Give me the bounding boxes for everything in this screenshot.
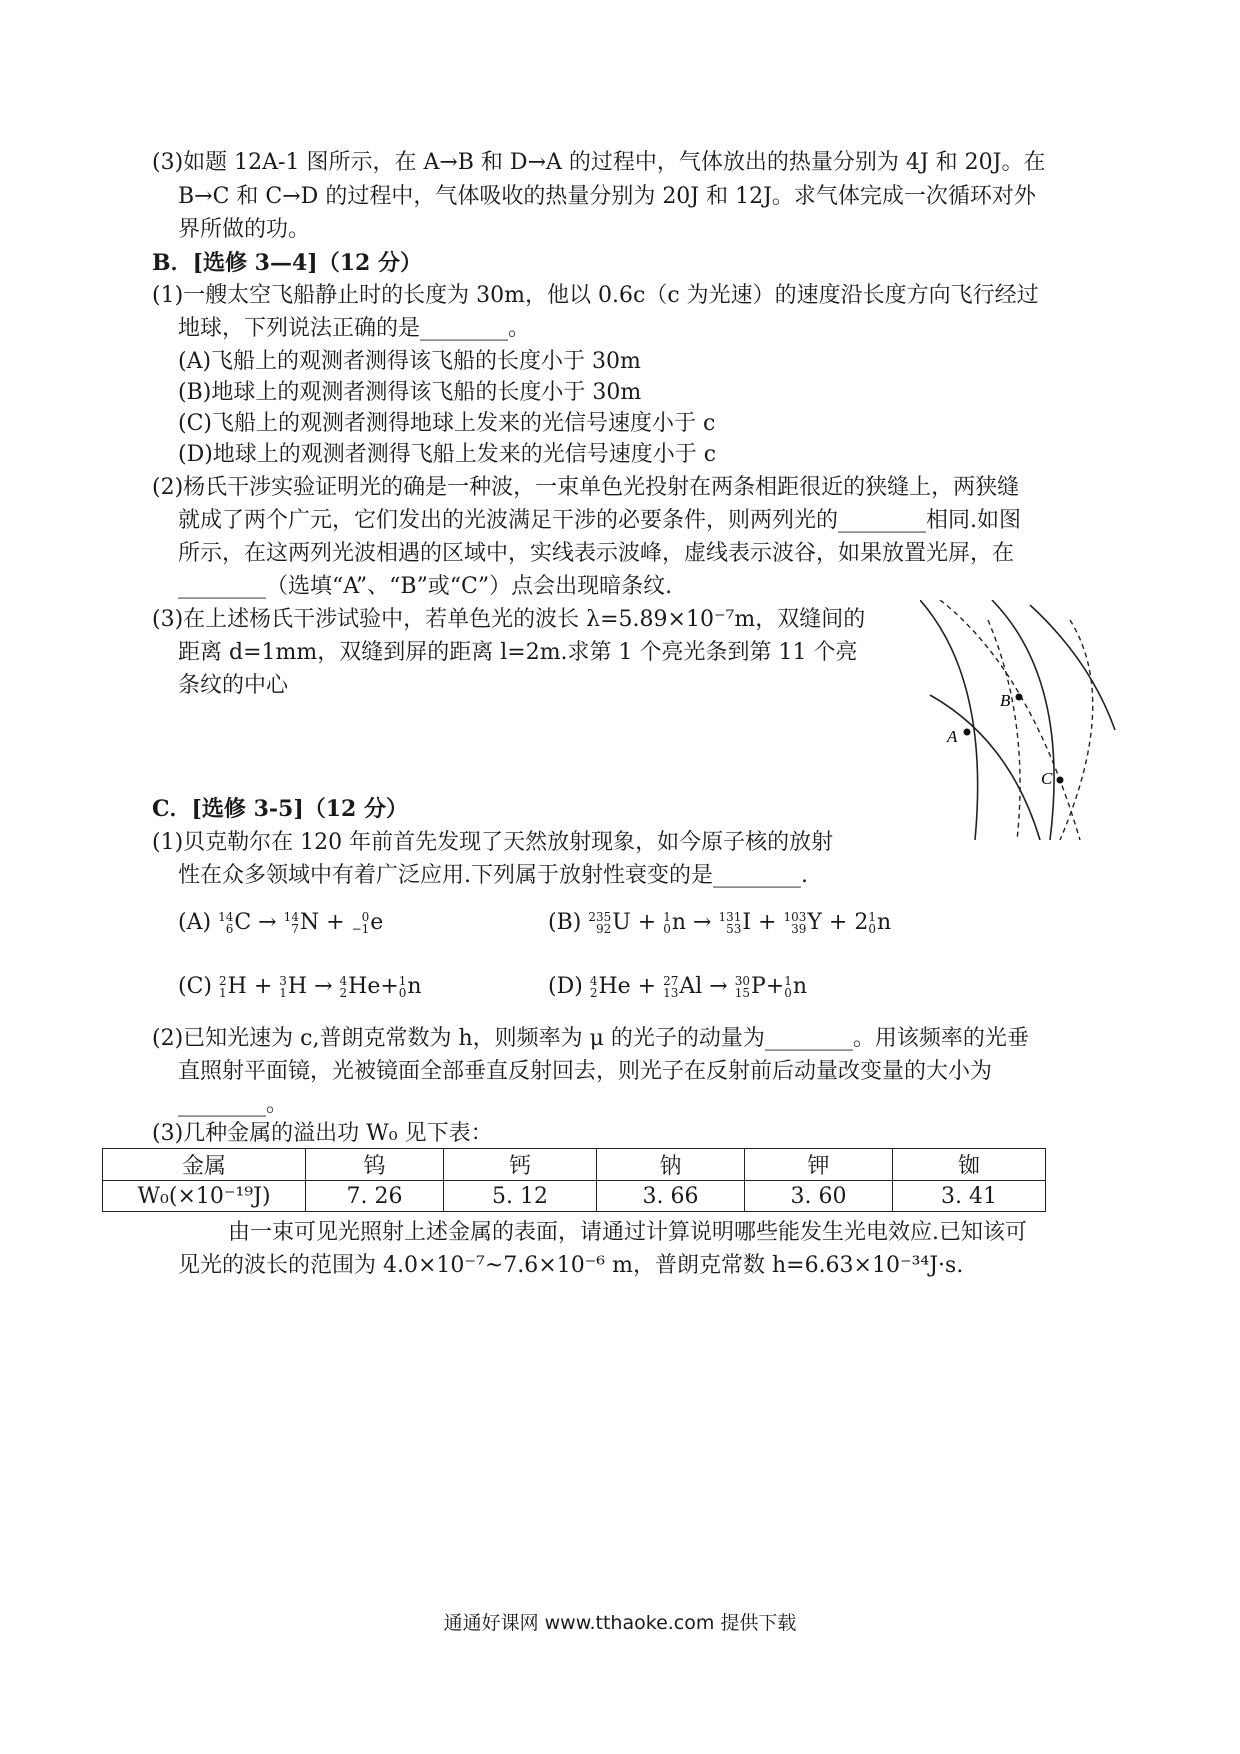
page-footer: 通通好课网 www.tthaoke.com 提供下载 bbox=[443, 1612, 797, 1634]
table-header-cell: 钙 bbox=[444, 1149, 597, 1181]
trough-line-3 bbox=[1060, 620, 1093, 840]
partB-heading: B．[选修 3—4]（12 分） bbox=[152, 250, 422, 276]
option-a-label: (A) bbox=[178, 910, 212, 935]
crest-line-3 bbox=[930, 695, 1040, 840]
partB-q3-line3: 条纹的中心 bbox=[178, 673, 289, 698]
partB-q2-line4: ________（选填“A”、“B”或“C”）点会出现暗条纹. bbox=[178, 574, 673, 599]
partB-q3-line2: 距离 d=1mm，双缝到屏的距离 l=2m.求第 1 个亮光条到第 11 个亮 bbox=[178, 640, 858, 665]
partC-q1-option-c: (C) 2 1 H + 3 1 H → 4 2 He+ 1 0 n bbox=[178, 974, 422, 1000]
table-cell: 3. 66 bbox=[597, 1181, 745, 1212]
partB-q1-option-d: (D)地球上的观测者测得飞船上发来的光信号速度小于 c bbox=[178, 442, 717, 467]
table-row bbox=[103, 1181, 1046, 1212]
option-c-label: (C) bbox=[178, 974, 212, 999]
partA-q3-line1: (3)如题 12A-1 图所示，在 A→B 和 D→A 的过程中，气体放出的热量分别为 4J 和 20J。在 bbox=[152, 150, 1046, 175]
table-header-cell: 钨 bbox=[306, 1149, 444, 1181]
partC-heading: C．[选修 3-5]（12 分） bbox=[152, 796, 409, 822]
table-header-cell: 钠 bbox=[597, 1149, 745, 1181]
partC-q3-line2: 由一束可见光照射上述金属的表面，请通过计算说明哪些能发生光电效应.已知该可 bbox=[228, 1220, 1027, 1245]
partC-q3-line3: 见光的波长的范围为 4.0×10⁻⁷~7.6×10⁻⁶ m，普朗克常数 h=6.63×10⁻³⁴J·s. bbox=[178, 1253, 964, 1278]
point-c bbox=[1057, 777, 1064, 784]
option-d-label: (D) bbox=[548, 974, 583, 999]
label-a: A bbox=[947, 727, 958, 746]
table-cell: 5. 12 bbox=[444, 1181, 597, 1212]
crest-line-1 bbox=[920, 600, 978, 840]
work-function-table bbox=[102, 1148, 1046, 1212]
table-cell: 7. 26 bbox=[306, 1181, 444, 1212]
partC-q2-line1: (2)已知光速为 c,普朗克常数为 h，则频率为 μ 的光子的动量为________。用该频率的光垂 bbox=[152, 1026, 1029, 1051]
table-header-row bbox=[103, 1149, 1046, 1181]
partC-q2-line3: ________。 bbox=[178, 1092, 289, 1117]
table-cell: 3. 41 bbox=[893, 1181, 1046, 1212]
partC-q1-line1: (1)贝克勒尔在 120 年前首先发现了天然放射现象，如今原子核的放射 bbox=[152, 830, 834, 855]
partB-q2-line2: 就成了两个广元，它们发出的光波满足干涉的必要条件，则两列光的________相同.如图 bbox=[178, 508, 1021, 533]
crest-line-2 bbox=[992, 600, 1054, 840]
partB-q1-option-b: (B)地球上的观测者测得该飞船的长度小于 30m bbox=[178, 380, 642, 405]
table-header-cell: 钾 bbox=[745, 1149, 893, 1181]
partC-q3-line1: (3)几种金属的溢出功 W₀ 见下表： bbox=[152, 1121, 493, 1146]
table-header-cell: 铷 bbox=[893, 1149, 1046, 1181]
table-header-cell: 金属 bbox=[103, 1149, 306, 1181]
partC-q2-line2: 直照射平面镜，光被镜面全部垂直反射回去，则光子在反射前后动量改变量的大小为 bbox=[178, 1059, 993, 1084]
table-row-label: W₀(×10⁻¹⁹J) bbox=[103, 1181, 306, 1212]
label-c: C bbox=[1041, 769, 1053, 788]
partA-q3-line2: B→C 和 C→D 的过程中，气体吸收的热量分别为 20J 和 12J。求气体完成一次循环对外 bbox=[178, 184, 1036, 209]
interference-figure bbox=[920, 600, 1120, 840]
partB-q1-line2: 地球，下列说法正确的是________。 bbox=[178, 316, 531, 341]
partB-q1-line1: (1)一艘太空飞船静止时的长度为 30m，他以 0.6c（c 为光速）的速度沿长度方向飞行经过 bbox=[152, 283, 1039, 308]
option-b-label: (B) bbox=[548, 910, 582, 935]
partB-q1-option-c: (C)飞船上的观测者测得地球上发来的光信号速度小于 c bbox=[178, 411, 716, 436]
table-cell: 3. 60 bbox=[745, 1181, 893, 1212]
point-a bbox=[964, 729, 971, 736]
partA-q3-line3: 界所做的功。 bbox=[178, 217, 311, 242]
partB-q2-line3: 所示，在这两列光波相遇的区域中，实线表示波峰，虚线表示波谷，如果放置光屏，在 bbox=[178, 541, 1015, 566]
point-b bbox=[1016, 694, 1023, 701]
partC-q1-option-a: (A) 14 6 C → 14 7 N + 0 −1 e bbox=[178, 910, 384, 936]
label-b: B bbox=[1000, 691, 1011, 710]
partB-q2-line1: (2)杨氏干涉实验证明光的确是一种波，一束单色光投射在两条相距很近的狭缝上，两狭缝 bbox=[152, 475, 1020, 500]
partC-q1-option-b: (B) 235 92 U + 1 0 n → 131 53 I + 103 39 Y + 2 1 0 n bbox=[548, 910, 892, 936]
partB-q1-option-a: (A)飞船上的观测者测得该飞船的长度小于 30m bbox=[178, 349, 641, 374]
partB-q3-line1: (3)在上述杨氏干涉试验中，若单色光的波长 λ=5.89×10⁻⁷m，双缝间的 bbox=[152, 607, 866, 632]
partC-q1-line2: 性在众多领域中有着广泛应用.下列属于放射性衰变的是________. bbox=[178, 863, 808, 888]
partC-q1-option-d: (D) 4 2 He + 27 13 Al → 30 15 P+ 1 0 n bbox=[548, 974, 808, 1000]
